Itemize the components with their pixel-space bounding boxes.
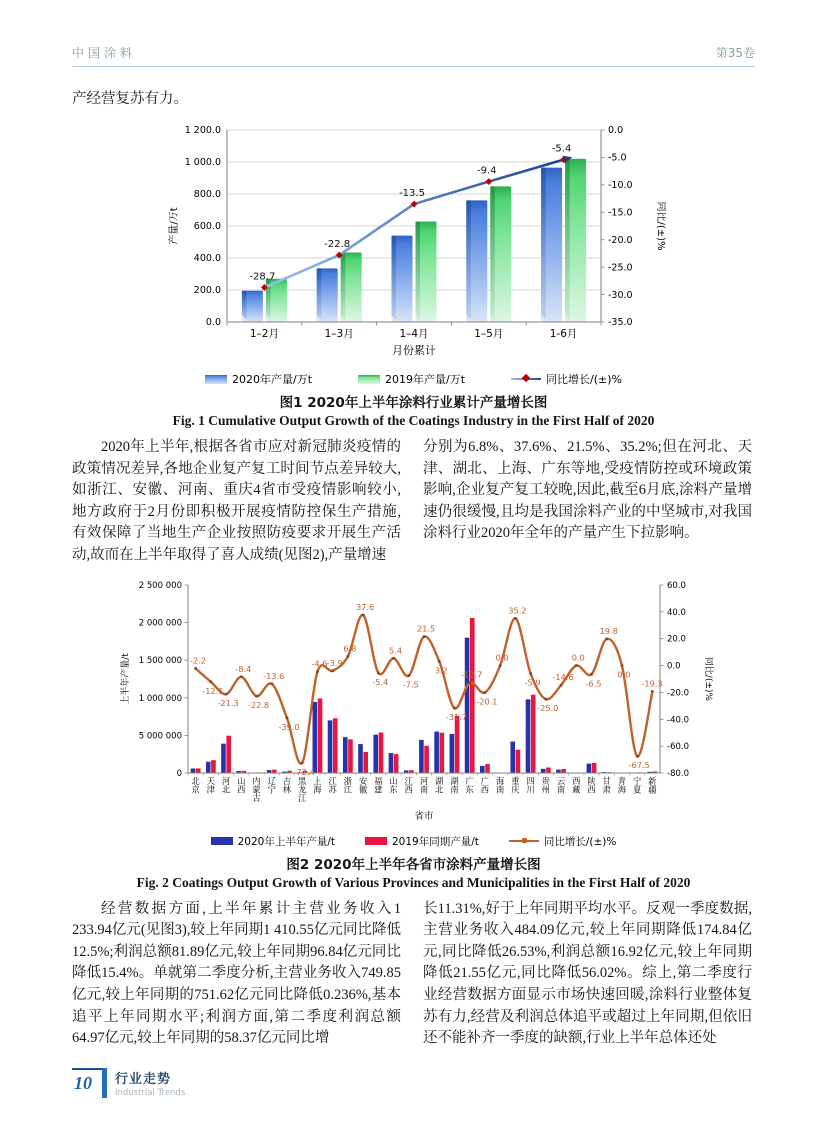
- intro-paragraph: 产经营复苏有力。: [72, 91, 188, 107]
- fig2-legend-growth: 同比增长/(±)%: [509, 834, 617, 849]
- svg-text:-8.4: -8.4: [234, 663, 251, 674]
- fig1-caption-en: Fig. 1 Cumulative Output Growth of the Coatings Industry in the First Half of 2020: [172, 413, 655, 428]
- paragraph-col1-left: 2020年上半年,根据各省市应对新冠肺炎疫情的政策情况差异,各地企业复产复工时间节点差异较大,如浙江、安徽、河南、重庆4省市受疫情影响较小,地方政府于2月份即积极开展疫情防控保生产措施,有效保障了当地生产企业按照防疫要求开展生产活动,故而在上半年取得了喜人成绩(见图2),产量增速: [72, 439, 401, 563]
- svg-text:陕西: 陕西: [586, 775, 596, 794]
- svg-text:3.2: 3.2: [434, 664, 448, 675]
- figure-2: [72, 575, 755, 849]
- svg-text:江西: 江西: [404, 775, 413, 794]
- svg-text:200.0: 200.0: [193, 285, 221, 297]
- svg-text:重庆: 重庆: [510, 775, 520, 794]
- svg-text:宁夏: 宁夏: [632, 775, 641, 794]
- page-header: [72, 44, 755, 67]
- page-number-box: [72, 1068, 102, 1094]
- fig1-caption: [72, 391, 755, 429]
- svg-text:山西: 山西: [236, 775, 245, 794]
- svg-text:-22.8: -22.8: [324, 239, 351, 251]
- svg-text:20.0: 20.0: [666, 634, 686, 645]
- svg-text:-67.5: -67.5: [628, 759, 650, 770]
- svg-text:37.6: 37.6: [355, 601, 374, 612]
- svg-text:产量/万t: 产量/万t: [169, 207, 180, 245]
- volume-label: 第35卷: [715, 46, 755, 60]
- svg-text:-31.7: -31.7: [445, 711, 467, 722]
- svg-text:四川: 四川: [525, 775, 535, 794]
- svg-text:-5.4: -5.4: [371, 676, 388, 687]
- svg-text:-6.5: -6.5: [584, 677, 601, 688]
- svg-text:上海: 上海: [312, 775, 322, 794]
- section-label-cn: 行业走势: [115, 1072, 172, 1087]
- svg-text:广东: 广东: [465, 775, 474, 794]
- svg-text:800.0: 800.0: [193, 189, 221, 201]
- svg-text:内蒙古: 内蒙古: [251, 775, 261, 803]
- fig2-caption-cn: 图2 2020年上半年各省市涂料产量增长图: [286, 856, 541, 873]
- svg-text:-21.3: -21.3: [216, 697, 239, 708]
- fig1-legend-2020: 2020年产量/万t: [205, 371, 312, 387]
- section-label-en: Industrial Trends: [115, 1088, 186, 1098]
- fig1-legend: [72, 371, 755, 387]
- svg-text:0.0: 0.0: [205, 317, 221, 329]
- paragraph-col2-left: 经营数据方面,上半年累计主营业务收入1 233.94亿元(见图3),较上年同期1 410.55亿元同比降低12.5%;利润总额81.89亿元,较上年同期96.84亿元同比降低15.4%。单就第二季度分析,主营业务收入749.85亿元,较上年同期的751.62亿元同比降低0.236%,基本追平上年同期水平;利润方面,第二季度利润总额64.97亿元,较上年同期的58.37亿元同比增: [72, 900, 401, 1047]
- svg-text:-20.0: -20.0: [608, 234, 633, 246]
- svg-text:1–3月: 1–3月: [324, 328, 354, 340]
- svg-text:-39.0: -39.0: [277, 721, 300, 732]
- svg-text:黑龙江: 黑龙江: [297, 775, 306, 803]
- svg-text:江苏: 江苏: [327, 775, 337, 794]
- svg-text:-10.0: -10.0: [608, 180, 633, 192]
- svg-text:1–5月: 1–5月: [474, 328, 504, 340]
- svg-text:-80.0: -80.0: [666, 768, 689, 779]
- fig2-legend-2019: 2019年同期产量/t: [365, 834, 479, 849]
- page-footer: [72, 1068, 185, 1098]
- svg-text:-28.7: -28.7: [249, 271, 276, 283]
- svg-text:河北: 河北: [221, 775, 230, 794]
- fig2-legend-2020: 2020年上半年产量/t: [211, 834, 335, 849]
- svg-text:-72.4: -72.4: [293, 766, 315, 777]
- svg-text:-22.8: -22.8: [247, 699, 269, 710]
- svg-text:1 500 000: 1 500 000: [138, 655, 182, 666]
- svg-text:海南: 海南: [495, 775, 504, 794]
- svg-text:19.8: 19.8: [599, 625, 618, 636]
- red-bar-swatch-icon: [365, 837, 387, 845]
- svg-text:云南: 云南: [556, 775, 565, 794]
- svg-text:-15.0: -15.0: [608, 207, 633, 219]
- svg-text:月份累计: 月份累计: [392, 344, 436, 357]
- svg-text:-35.0: -35.0: [608, 317, 633, 329]
- svg-text:山东: 山东: [388, 775, 398, 794]
- svg-text:省市: 省市: [413, 810, 434, 822]
- svg-text:-5.0: -5.0: [608, 152, 627, 164]
- green-bar-swatch-icon: [358, 375, 380, 384]
- svg-text:-4.6: -4.6: [310, 658, 327, 669]
- svg-text:-19.3: -19.3: [640, 678, 663, 689]
- svg-text:-40.0: -40.0: [666, 714, 689, 725]
- svg-text:60.0: 60.0: [666, 580, 686, 591]
- svg-text:-20.1: -20.1: [475, 696, 497, 707]
- paragraph-col1-right: 分别为6.8%、37.6%、21.5%、35.2%;但在河北、天津、湖北、上海、广东等地,受疫情防控或环境政策影响,企业复产复工较晚,因此,截至6月底,涂料产量增速仍很缓慢,且均是我国涂料产业的中坚城市,对我国涂料行业2020年全年的产量产生下拉影响。: [423, 439, 752, 542]
- svg-text:0.0: 0.0: [495, 652, 509, 663]
- svg-text:-13.5: -13.5: [399, 188, 425, 200]
- growth-line-swatch-icon: [511, 378, 541, 380]
- fig1-bars: [242, 159, 586, 322]
- svg-text:新疆: 新疆: [647, 775, 657, 794]
- svg-text:35.2: 35.2: [507, 604, 526, 615]
- fig2-legend: [72, 834, 755, 849]
- svg-text:-9.4: -9.4: [477, 165, 497, 177]
- svg-text:-5.9: -5.9: [524, 677, 541, 688]
- fig1-legend-growth: 同比增长/(±)%: [511, 371, 622, 387]
- svg-text:河南: 河南: [419, 775, 428, 794]
- svg-text:湖北: 湖北: [434, 775, 443, 794]
- svg-text:-7.5: -7.5: [402, 679, 419, 690]
- svg-text:0.0: 0.0: [608, 125, 624, 137]
- figure-1: [72, 116, 755, 387]
- svg-text:1–2月: 1–2月: [249, 328, 279, 340]
- fig1-combo-chart: [161, 116, 666, 364]
- svg-text:-14.6: -14.6: [551, 671, 574, 682]
- svg-text:6.8: 6.8: [342, 643, 356, 654]
- svg-text:-30.0: -30.0: [608, 289, 633, 301]
- paragraph-col2-right: 长11.31%,好于上年同期平均水平。反观一季度数据,主营业务收入484.09亿元,较上年同期降低174.84亿元,同比降低26.53%,利润总额16.92亿元,较上年同期降低21.55亿元,同比降低56.02%。综上,第二季度行业经营数据方面显示市场快速回暖,涂料行业整体复苏有力,经营及利润总体追平或超过上年同期,但依旧还不能补齐一季度的缺额,行业上半年总体还处: [423, 900, 752, 1047]
- svg-text:天津: 天津: [206, 775, 215, 794]
- svg-text:1–4月: 1–4月: [399, 328, 429, 340]
- svg-text:-13.6: -13.6: [262, 670, 284, 681]
- svg-text:青海: 青海: [617, 775, 626, 794]
- svg-text:-12.7: -12.7: [460, 669, 482, 680]
- page-number: 10: [74, 1073, 92, 1093]
- fig2-growth-line: [194, 613, 653, 763]
- svg-text:同比/(±)%: 同比/(±)%: [655, 201, 666, 251]
- fig2-combo-chart: [114, 575, 714, 827]
- section-label: [115, 1068, 185, 1098]
- svg-text:21.5: 21.5: [416, 623, 435, 634]
- fig1-caption-cn: 图1 2020年上半年涂料行业累计产量增长图: [279, 395, 548, 411]
- svg-text:吉林: 吉林: [282, 775, 291, 794]
- svg-text:5 000 000: 5 000 000: [138, 730, 182, 741]
- svg-text:-12.1: -12.1: [201, 685, 223, 696]
- svg-text:600.0: 600.0: [193, 221, 221, 233]
- fig2-bars: [190, 618, 657, 773]
- svg-text:2 000 000: 2 000 000: [138, 618, 182, 629]
- svg-text:辽宁: 辽宁: [267, 775, 276, 794]
- svg-text:-25.0: -25.0: [536, 702, 558, 713]
- svg-text:贵州: 贵州: [541, 775, 550, 794]
- blue-bar-swatch-icon: [205, 375, 227, 384]
- svg-text:广西: 广西: [480, 775, 489, 794]
- svg-text:-3.9: -3.9: [326, 657, 343, 668]
- journal-title: 中国涂料: [72, 46, 137, 60]
- svg-text:0.0: 0.0: [571, 652, 585, 663]
- svg-text:2 500 000: 2 500 000: [138, 580, 182, 591]
- svg-text:湖南: 湖南: [449, 775, 459, 794]
- svg-text:西藏: 西藏: [571, 775, 580, 794]
- svg-text:-5.4: -5.4: [551, 143, 572, 155]
- svg-text:-20.0: -20.0: [666, 687, 689, 698]
- svg-text:-25.0: -25.0: [608, 262, 633, 274]
- svg-text:0.0: 0.0: [616, 669, 630, 680]
- svg-text:1-6月: 1-6月: [549, 328, 578, 340]
- svg-text:上半年产量/t: 上半年产量/t: [120, 652, 131, 705]
- growth-line-swatch-icon: [509, 840, 539, 842]
- svg-text:安徽: 安徽: [358, 775, 367, 794]
- svg-text:-60.0: -60.0: [666, 741, 689, 752]
- svg-text:40.0: 40.0: [666, 607, 686, 618]
- fig2-caption-en: Fig. 2 Coatings Output Growth of Various Provinces and Municipalities in the First Half of 2020: [136, 874, 691, 890]
- svg-text:浙江: 浙江: [343, 775, 352, 794]
- svg-text:北京: 北京: [190, 775, 200, 794]
- svg-text:5.4: 5.4: [388, 644, 402, 655]
- svg-text:1 000 000: 1 000 000: [138, 693, 182, 704]
- svg-text:同比/(±)%: 同比/(±)%: [702, 656, 713, 701]
- svg-text:0.0: 0.0: [666, 661, 681, 672]
- svg-text:甘肃: 甘肃: [602, 775, 611, 794]
- svg-text:1 000.0: 1 000.0: [184, 157, 221, 169]
- text-columns-2: [72, 899, 755, 1050]
- footer-divider-bar: [102, 1068, 107, 1098]
- fig1-legend-2019: 2019年产量/万t: [358, 371, 465, 387]
- blue-bar-swatch-icon: [211, 837, 233, 845]
- svg-text:0: 0: [176, 768, 182, 779]
- text-columns-1: [72, 437, 755, 567]
- svg-text:-2.2: -2.2: [189, 655, 206, 666]
- svg-text:400.0: 400.0: [193, 253, 221, 265]
- svg-text:福建: 福建: [373, 775, 382, 794]
- svg-text:1 200.0: 1 200.0: [184, 125, 221, 137]
- fig2-caption: [72, 853, 755, 891]
